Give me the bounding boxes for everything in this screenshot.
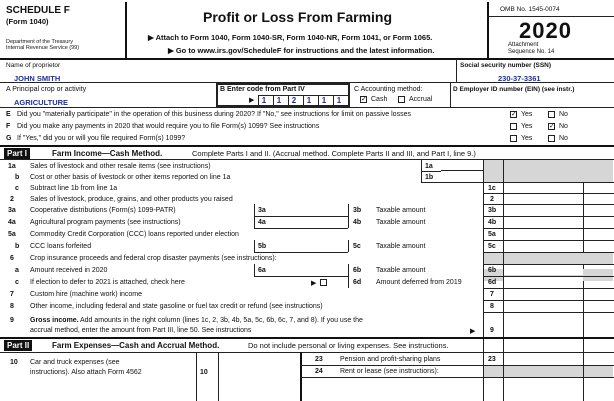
line-5c-number: 5c — [353, 243, 361, 250]
line-5a-input[interactable] — [504, 229, 583, 239]
line-10-text-1: Car and truck expenses (see — [30, 359, 120, 366]
question-e-no-label: No — [559, 111, 568, 118]
line-8-box-label: 8 — [490, 303, 494, 310]
line-1a-box-label: 1a — [425, 163, 433, 170]
line-4b-number: 4b — [353, 219, 362, 226]
part-1-label: Part I — [4, 148, 30, 159]
line-a-label: A Principal crop or activity — [6, 86, 87, 93]
line-7-text: Custom hire (machine work) income — [30, 291, 143, 298]
line-6a-text: Amount received in 2020 — [30, 267, 108, 274]
line-10-input[interactable] — [219, 366, 279, 377]
code-digit-2[interactable]: 1 — [276, 96, 282, 105]
line-1b-input[interactable] — [441, 171, 483, 182]
form-title: Profit or Loss From Farming — [203, 9, 393, 25]
question-g-text: If "Yes," did you or will you file required Form(s) 1099? — [17, 135, 186, 142]
line-2-box-label: 2 — [490, 196, 494, 203]
line-1c-text: Subtract line 1b from line 1a — [30, 185, 118, 192]
ssn-value[interactable]: 230-37-3361 — [498, 74, 541, 83]
line-8-input[interactable] — [504, 301, 583, 311]
question-g-no-label: No — [559, 135, 568, 142]
part-1-title: Farm Income—Cash Method. — [52, 149, 163, 158]
line-4b-input[interactable] — [504, 217, 583, 227]
line-7-number: 7 — [10, 291, 14, 298]
line-3b-text: Taxable amount — [376, 207, 426, 214]
question-e-no-checkbox[interactable] — [548, 111, 555, 118]
attachment-label: Attachment — [508, 42, 539, 48]
line-24-number: 24 — [315, 368, 323, 375]
line-1c-input[interactable] — [504, 183, 583, 193]
principal-crop-value[interactable]: AGRICULTURE — [14, 98, 69, 107]
line-4a-input[interactable] — [274, 217, 346, 227]
line-1b-number: b — [15, 174, 20, 181]
part-2-title: Farm Expenses—Cash and Accrual Method. — [52, 341, 220, 350]
line-6c-number: c — [15, 279, 19, 286]
line-23-input[interactable] — [504, 354, 583, 364]
line-4b-box-label: 4b — [488, 219, 497, 226]
question-f-text: Did you make any payments in 2020 that would require you to file Form(s) 1099? See instructions — [17, 123, 320, 130]
line-6d-number: 6d — [353, 279, 362, 286]
line-1a-input[interactable] — [441, 160, 483, 171]
line-3a-text: Cooperative distributions (Form(s) 1099-PATR) — [30, 207, 176, 214]
line-6b-number: 6b — [353, 267, 362, 274]
line-7-box-label: 7 — [490, 291, 494, 298]
schedule-name: SCHEDULE F — [6, 5, 70, 16]
line-10-number: 10 — [10, 359, 18, 366]
form-reference: (Form 1040) — [6, 17, 49, 26]
line-6c-checkbox[interactable] — [320, 279, 327, 286]
question-f-yes-label: Yes — [521, 123, 533, 130]
line-4a-number: 4a — [8, 219, 16, 226]
line-6d-box-label: 6d — [488, 279, 497, 286]
attach-instruction: ▶ Attach to Form 1040, Form 1040-SR, Form 1040-NR, Form 1041, or Form 1065. — [148, 33, 433, 42]
line-2-text: Sales of livestock, produce, grains, and other products you raised — [30, 196, 233, 203]
dept-line-2: Internal Revenue Service (99) — [6, 45, 80, 51]
line-6b-text: Taxable amount — [376, 267, 426, 274]
line-3b-input[interactable] — [504, 205, 583, 215]
line-b-arrow: ▶ — [249, 97, 255, 104]
code-digit-3[interactable]: 2 — [291, 96, 297, 105]
line-5a-box-label: 5a — [488, 231, 496, 238]
line-9-bold: Gross income. — [30, 317, 79, 324]
question-g-no-checkbox[interactable] — [548, 135, 555, 142]
line-9-input[interactable] — [504, 325, 583, 336]
question-e-yes-checkbox[interactable]: ✓ — [511, 111, 517, 118]
question-e-letter: E — [6, 111, 11, 118]
line-5a-text: Commodity Credit Corporation (CCC) loans reported under election — [30, 231, 239, 238]
accrual-label: Accrual — [409, 96, 433, 103]
line-5c-box-label: 5c — [488, 243, 496, 250]
ssn-label: Social security number (SSN) — [460, 62, 552, 69]
line-6a-box-label: 6a — [258, 267, 266, 274]
line-8-text: Other income, including federal and state gasoline or fuel tax credit or refund (see instructions) — [30, 303, 323, 310]
line-6a-input[interactable] — [274, 265, 346, 275]
line-5a-number: 5a — [8, 231, 16, 238]
line-9-arrow: ▶ — [470, 328, 476, 335]
question-f-letter: F — [6, 123, 11, 130]
line-23-text: Pension and profit-sharing plans — [340, 356, 441, 363]
line-9-number: 9 — [10, 317, 14, 324]
line-3a-box-label: 3a — [258, 207, 266, 214]
question-g-yes-checkbox[interactable] — [510, 135, 517, 142]
line-6a-number: a — [15, 267, 19, 274]
part-2-subtitle: Do not include personal or living expenses. See instructions. — [248, 341, 449, 350]
line-7-input[interactable] — [504, 289, 583, 299]
question-e-text: Did you "materially participate" in the operation of this business during 2020? If "No," see instructions for limit on passive losses — [17, 111, 411, 118]
line-2-input[interactable] — [504, 194, 583, 204]
line-5b-box-label: 5b — [258, 243, 267, 250]
line-6-number: 6 — [10, 255, 14, 262]
line-5b-number: b — [15, 243, 20, 250]
line-23-number: 23 — [315, 356, 323, 363]
line-1b-box-label: 1b — [425, 174, 434, 181]
proprietor-name[interactable]: JOHN SMITH — [14, 74, 61, 83]
line-10-box-label: 10 — [200, 369, 208, 376]
code-digit-5[interactable]: 1 — [321, 96, 327, 105]
line-d-label: D Employer ID number (EIN) (see instr.) — [453, 86, 575, 93]
question-g-yes-label: Yes — [521, 135, 533, 142]
tax-year: 2020 — [519, 18, 572, 43]
line-c-label: C Accounting method: — [354, 86, 423, 93]
line-3a-number: 3a — [8, 207, 16, 214]
line-5b-text: CCC loans forfeited — [30, 243, 92, 250]
line-5c-input[interactable] — [504, 241, 583, 251]
dept-line-1: Department of the Treasury — [6, 39, 73, 45]
question-f-yes-checkbox[interactable] — [510, 123, 517, 130]
line-2-number: 2 — [10, 196, 14, 203]
line-8-number: 8 — [10, 303, 14, 310]
cash-label: Cash — [371, 96, 388, 103]
line-4a-text: Agricultural program payments (see instructions) — [30, 219, 181, 226]
line-b-label: B Enter code from Part IV — [220, 86, 305, 93]
line-5c-text: Taxable amount — [376, 243, 426, 250]
code-digit-6[interactable]: 1 — [336, 96, 342, 105]
question-f-no-label: No — [559, 123, 568, 130]
proprietor-label: Name of proprietor — [6, 62, 61, 69]
line-5b-input[interactable] — [274, 241, 346, 251]
line-10-text-2: instructions). Also attach Form 4562 — [30, 369, 142, 376]
question-g-letter: G — [6, 135, 12, 142]
question-f-no-checkbox[interactable]: ✓ — [549, 123, 555, 130]
line-6c-arrow: ▶ — [311, 280, 317, 287]
line-1a-text: Sales of livestock and other resale items (see instructions) — [30, 163, 211, 170]
accrual-checkbox[interactable] — [398, 96, 405, 103]
code-digit-1[interactable]: 1 — [261, 96, 267, 105]
line-9-text: Add amounts in the right column (lines 1c, 2, 3b, 4b, 5a, 5c, 6b, 6c, 7, and 8). If you use the — [80, 317, 363, 324]
cash-checkbox[interactable]: ✓ — [361, 96, 367, 103]
line-9-box-label: 9 — [490, 327, 494, 334]
line-9-text-2: accrual method, enter the amount from Part III, line 50. See instructions — [30, 327, 252, 334]
line-24-text: Rent or lease (see instructions): — [340, 368, 439, 375]
line-4a-box-label: 4a — [258, 219, 266, 226]
omb-number: OMB No. 1545-0074 — [500, 6, 560, 13]
line-3b-number: 3b — [353, 207, 362, 214]
part-2-label: Part II — [4, 340, 32, 351]
line-1c-box-label: 1c — [488, 185, 496, 192]
line-3b-box-label: 3b — [488, 207, 497, 214]
line-3a-input[interactable] — [274, 205, 346, 215]
question-e-yes-label: Yes — [521, 111, 533, 118]
line-6-text: Crop insurance proceeds and federal crop disaster payments (see instructions): — [30, 255, 277, 262]
line-6b-box-label: 6b — [488, 267, 497, 274]
line-4b-text: Taxable amount — [376, 219, 426, 226]
line-1c-number: c — [15, 185, 19, 192]
line-1a-number: 1a — [8, 163, 16, 170]
code-digit-4[interactable]: 1 — [306, 96, 312, 105]
sequence-number: Sequence No. 14 — [508, 49, 555, 55]
line-1b-text: Cost or other basis of livestock or other items reported on line 1a — [30, 174, 231, 181]
part-1-subtitle: Complete Parts I and II. (Accrual method. Complete Parts II and III, and Part I, line 9.) — [192, 149, 476, 158]
line-6b-input[interactable] — [504, 265, 583, 275]
line-6d-text: Amount deferred from 2019 — [376, 279, 462, 286]
line-6c-text: If election to defer to 2021 is attached, check here — [30, 279, 185, 286]
goto-instruction: ▶ Go to www.irs.gov/ScheduleF for instructions and the latest information. — [168, 46, 435, 55]
line-23-box-label: 23 — [488, 356, 496, 363]
line-6d-input[interactable] — [504, 277, 583, 287]
